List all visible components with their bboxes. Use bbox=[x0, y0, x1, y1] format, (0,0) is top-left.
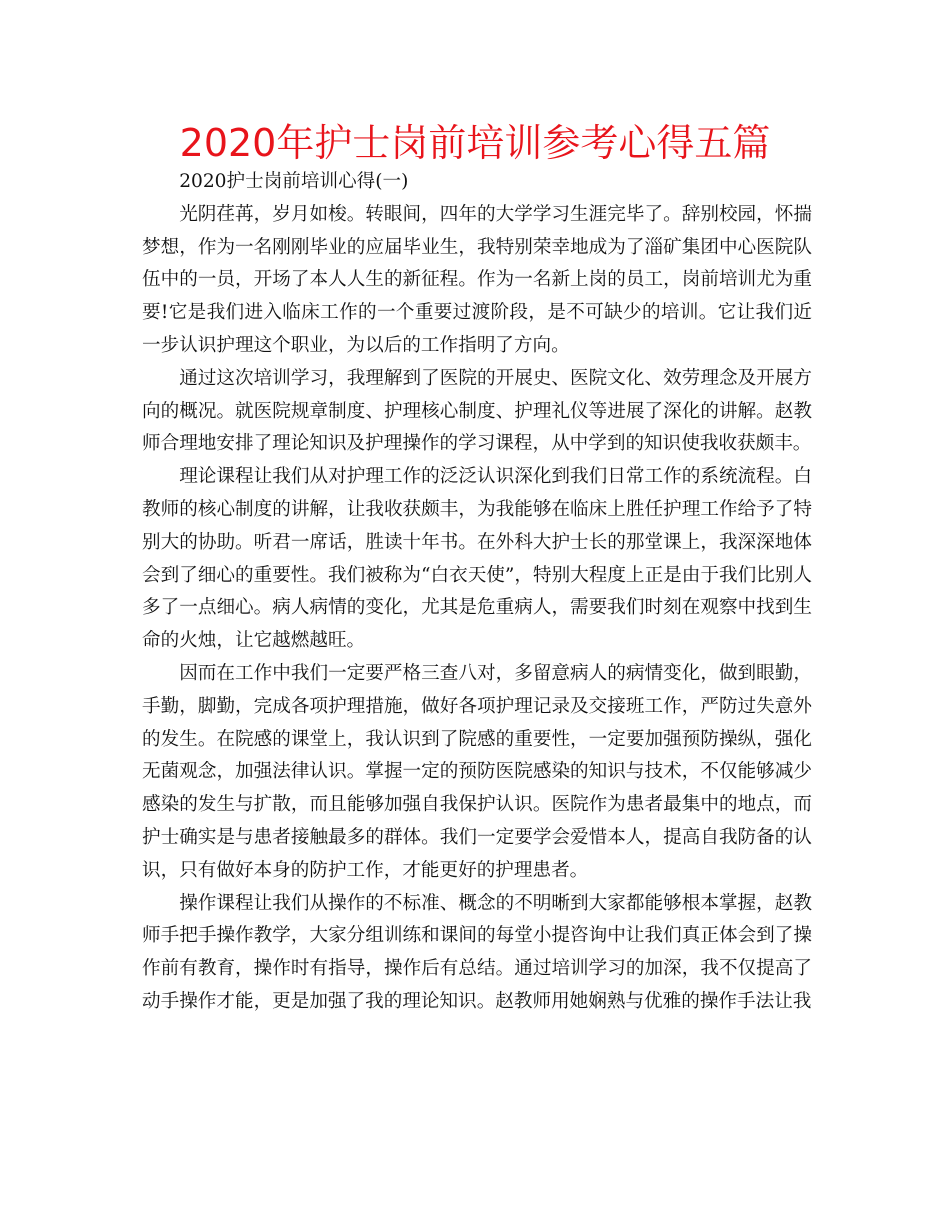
paragraph: 理论课程让我们从对护理工作的泛泛认识深化到我们日常工作的系统流程。白教师的核心制度的讲解，让我收获颇丰，为我能够在临床上胜任护理工作给予了特别大的协助。听君一席话，胜读十年书。在外科大护士长的那堂课上，我深深地体会到了细心的重要性。我们被称为“白衣天使”，特别大程度上正是由于我们比别人多了一点细心。病人病情的变化，尤其是危重病人，需要我们时刻在观察中找到生命的火烛，让它越燃越旺。 bbox=[142, 466, 812, 652]
paragraph: 操作课程让我们从操作的不标准、概念的不明晰到大家都能够根本掌握，赵教师手把手操作教学，大家分组训练和课间的每堂小提咨询中让我们真正体会到了操作前有教育，操作时有指导，操作后有总结。通过培训学习的加深，我不仅提高了动手操作才能，更是加强了我的理论知识。赵教师用她娴熟与优雅的操作手法让我 bbox=[142, 892, 812, 1012]
document-title: 2020年护士岗前培训参考心得五篇 bbox=[179, 121, 771, 165]
paragraph: 因而在工作中我们一定要严格三查八对，多留意病人的病情变化，做到眼勤，手勤，脚勤，完成各项护理措施，做好各项护理记录及交接班工作，严防过失意外的发生。在院感的课堂上，我认识到了院感的重要性，一定要加强预防操纵，强化无菌观念，加强法律认识。掌握一定的预防医院感染的知识与技术，不仅能够减少感染的发生与扩散，而且能够加强自我保护认识。医院作为患者最集中的地点，而护士确实是与患者接触最多的群体。我们一定要学会爱惜本人，提高自我防备的认识，只有做好本身的防护工作，才能更好的护理患者。 bbox=[142, 662, 812, 881]
document-body bbox=[142, 166, 812, 1019]
paragraph: 光阴荏苒，岁月如梭。转眼间，四年的大学学习生涯完毕了。辞别校园，怀揣梦想，作为一名刚刚毕业的应届毕业生，我特别荣幸地成为了淄矿集团中心医院队伍中的一员，开场了本人人生的新征程。作为一名新上岗的员工，岗前培训尤为重要!它是我们进入临床工作的一个重要过渡阶段，是不可缺少的培训。它让我们近一步认识护理这个职业，为以后的工作指明了方向。 bbox=[142, 203, 812, 356]
paragraph: 通过这次培训学习，我理解到了医院的开展史、医院文化、效劳理念及开展方向的概况。就医院规章制度、护理核心制度、护理礼仪等进展了深化的讲解。赵教师合理地安排了理论知识及护理操作的学习课程，从中学到的知识使我收获颇丰。 bbox=[142, 367, 812, 455]
section-subheading: 2020护士岗前培训心得(一) bbox=[179, 171, 409, 192]
